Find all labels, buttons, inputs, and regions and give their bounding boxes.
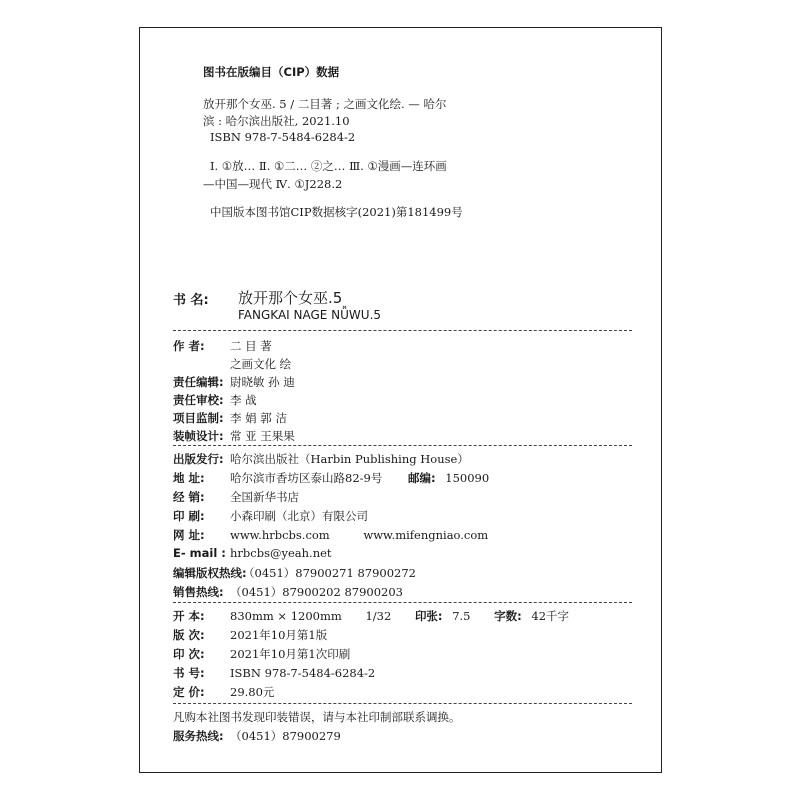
sales-hotline-row: 销售热线: （0451）87900202 87900203	[173, 585, 403, 599]
email-row: E- mail : hrbcbs@yeah.net	[173, 546, 332, 560]
cip-title: 图书在版编目（CIP）数据	[203, 65, 340, 79]
credit-illustrator: 之画文化 绘	[230, 357, 292, 371]
printer-row: 印 刷: 小森印刷（北京）有限公司	[173, 509, 368, 523]
service-hotline-row: 服务热线: （0451）87900279	[173, 729, 341, 743]
distributor-row: 经 销: 全国新华书店	[173, 490, 299, 504]
copyright-hotline-row: 编辑版权热线:（0451）87900271 87900272	[173, 566, 416, 580]
divider	[173, 703, 632, 704]
copyright-page	[139, 27, 662, 773]
cip-classification-2: —中国—现代 Ⅳ. ①J228.2	[203, 177, 343, 191]
credit-supervisor: 项目监制: 李 娟 郭 洁	[173, 411, 287, 425]
credit-designer: 装帧设计: 常 亚 王果果	[173, 429, 295, 443]
address-row: 地 址: 哈尔滨市香坊区泰山路82-9号 邮编: 150090	[173, 471, 490, 485]
cip-line-2: 滨 : 哈尔滨出版社, 2021.10	[203, 114, 350, 128]
divider	[173, 445, 632, 446]
cip-record-number: 中国版本图书馆CIP数据核字(2021)第181499号	[210, 205, 463, 219]
book-title: 放开那个女巫.5	[238, 289, 343, 307]
divider	[173, 330, 632, 331]
notice-line: 凡购本社图书发现印装错误，请与本社印制部联系调换。	[173, 710, 461, 724]
divider	[173, 602, 632, 603]
website-row: 网 址: www.hrbcbs.com www.mifengniao.com	[173, 528, 489, 542]
edition-row: 版 次: 2021年10月第1版	[173, 628, 328, 642]
isbn-row: 书 号: ISBN 978-7-5484-6284-2	[173, 666, 376, 680]
credit-author: 作 者: 二 目 著	[173, 339, 272, 353]
publisher-row: 出版发行: 哈尔滨出版社（Harbin Publishing House）	[173, 452, 469, 466]
price-row: 定 价: 29.80元	[173, 685, 275, 699]
cip-classification-1: Ⅰ. ①放… Ⅱ. ①二… ②之… Ⅲ. ①漫画—连环画	[210, 159, 447, 173]
cip-line-1: 放开那个女巫. 5 / 二目著 ; 之画文化绘. — 哈尔	[203, 97, 447, 111]
credit-editor: 责任编辑: 尉晓敏 孙 迪	[173, 375, 295, 389]
printing-row: 印 次: 2021年10月第1次印刷	[173, 647, 351, 661]
title-label: 书 名:	[173, 293, 209, 308]
format-row: 开 本: 830mm × 1200mm 1/32 印张: 7.5 字数: 42千字	[173, 609, 570, 623]
book-title-pinyin: FANGKAI NAGE NǙWU.5	[238, 308, 382, 322]
credit-proofreader: 责任审校: 李 战	[173, 393, 257, 407]
cip-isbn: ISBN 978-7-5484-6284-2	[210, 130, 356, 144]
